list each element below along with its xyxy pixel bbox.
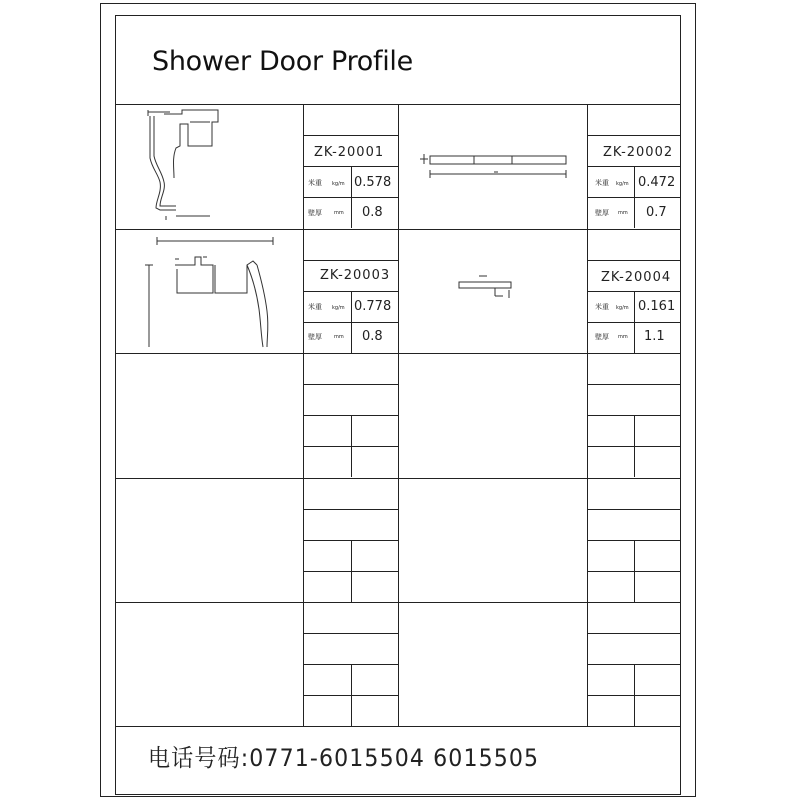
profile-drawing-zk-20004 xyxy=(455,272,520,302)
thickness-label: 壁厚 xyxy=(308,333,322,341)
info-cell-divider xyxy=(303,260,398,261)
info-cell-divider xyxy=(634,664,635,726)
info-cell-divider xyxy=(634,415,635,477)
info-cell-divider xyxy=(634,291,635,353)
product-code: ZK-20002 xyxy=(603,145,674,160)
info-cell-divider xyxy=(587,384,681,385)
thickness-unit: mm xyxy=(334,334,344,340)
thickness-value: 0.8 xyxy=(362,205,383,220)
thickness-value: 0.7 xyxy=(646,205,667,220)
info-cell-divider xyxy=(351,540,352,602)
page-title: Shower Door Profile xyxy=(152,46,413,77)
info-cell-divider xyxy=(587,633,681,634)
product-code: ZK-20003 xyxy=(320,268,391,283)
thickness-value: 1.1 xyxy=(644,329,665,344)
thickness-label: 壁厚 xyxy=(308,209,322,217)
product-code: ZK-20004 xyxy=(601,270,672,285)
column-divider xyxy=(398,104,399,726)
phone-number: 电话号码:0771-6015504 6015505 xyxy=(148,744,540,772)
product-code: ZK-20001 xyxy=(314,145,385,160)
info-cell-divider xyxy=(634,166,635,228)
thickness-unit: mm xyxy=(618,210,628,216)
weight-unit: kg/m xyxy=(616,305,629,311)
thickness-label: 壁厚 xyxy=(595,209,609,217)
weight-label: 米重 xyxy=(308,303,322,311)
thickness-value: 0.8 xyxy=(362,329,383,344)
weight-value: 0.778 xyxy=(354,299,392,314)
info-cell-divider xyxy=(351,415,352,477)
info-cell-divider xyxy=(351,166,352,228)
thickness-unit: mm xyxy=(618,334,628,340)
weight-value: 0.472 xyxy=(638,175,676,190)
info-cell-divider xyxy=(634,540,635,602)
profile-drawing-zk-20002 xyxy=(420,150,580,190)
weight-value: 0.578 xyxy=(354,175,392,190)
info-cell-divider xyxy=(351,291,352,353)
thickness-label: 壁厚 xyxy=(595,333,609,341)
info-cell-divider xyxy=(587,509,681,510)
weight-label: 米重 xyxy=(595,303,609,311)
weight-label: 米重 xyxy=(595,179,609,187)
info-cell-divider xyxy=(303,384,398,385)
thickness-unit: mm xyxy=(334,210,344,216)
info-cell-divider xyxy=(303,135,398,136)
profile-drawing-zk-20003 xyxy=(135,235,300,350)
weight-unit: kg/m xyxy=(332,305,345,311)
info-cell-divider xyxy=(303,633,398,634)
info-cell-divider xyxy=(351,664,352,726)
row-divider xyxy=(115,726,681,727)
profile-drawing-zk-20001 xyxy=(130,108,300,223)
info-cell-divider xyxy=(303,509,398,510)
weight-value: 0.161 xyxy=(638,299,676,314)
info-cell-divider xyxy=(587,260,681,261)
weight-unit: kg/m xyxy=(616,181,629,187)
weight-unit: kg/m xyxy=(332,181,345,187)
info-cell-divider xyxy=(587,135,681,136)
weight-label: 米重 xyxy=(308,179,322,187)
